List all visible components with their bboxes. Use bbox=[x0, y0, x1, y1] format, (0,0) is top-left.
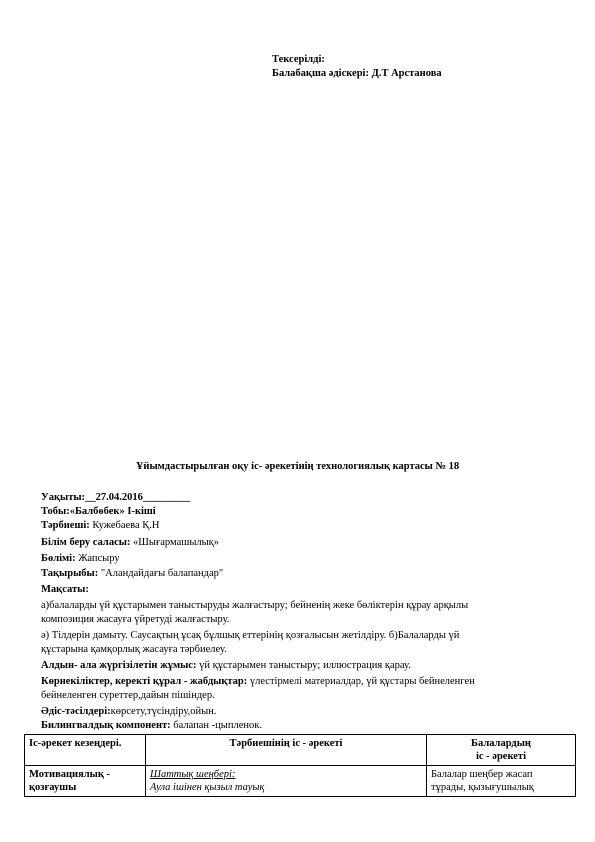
preliminary-line bbox=[41, 660, 411, 672]
topic-value: "Аландайдағы балапандар" bbox=[98, 568, 224, 579]
header-children-activity bbox=[427, 735, 576, 766]
goals-label: Мақсаты: bbox=[41, 584, 89, 595]
goal-line-3: ә) Тілдерін дамыту. Саусақтың ұсақ бұлшық еттерінің қозғалысын жетілдіру. б)Балаларды үй bbox=[41, 630, 460, 641]
table-row bbox=[25, 766, 576, 797]
children-activity-line-1: Балалар шеңбер жасап bbox=[431, 769, 533, 780]
section-line bbox=[41, 553, 120, 565]
table-header-row bbox=[25, 735, 576, 766]
bilingual-label: Билингвалдық компонент: bbox=[41, 720, 171, 731]
materials-line bbox=[41, 676, 475, 688]
children-activity-line-2: тұрады, қызығушылық bbox=[431, 782, 534, 793]
approval-line-1: Тексерілді: bbox=[272, 54, 325, 65]
education-area-label: Білім беру саласы: bbox=[41, 537, 131, 548]
goal-line-4: құстарына қамқорлық жасауға тәрбиелеу. bbox=[41, 644, 227, 655]
section-label: Бөлімі: bbox=[41, 553, 76, 564]
methods-value: көрсету,түсіндіру,ойын. bbox=[110, 706, 217, 717]
lesson-table bbox=[24, 734, 576, 797]
teacher-value: Кужебаева Қ.Н bbox=[89, 520, 160, 531]
header-children-line-1: Балалардың bbox=[471, 738, 531, 749]
date-value: __27.04.2016_________ bbox=[85, 492, 191, 503]
stage-line-1: Мотивациялық - bbox=[29, 769, 111, 780]
bilingual-line bbox=[41, 720, 262, 732]
preliminary-value: үй құстарымен таныстыру; иллюстрация қарау. bbox=[196, 660, 411, 671]
stage-line-2: қозғаушы bbox=[29, 782, 77, 793]
materials-value: үлестірмелі материалдар, үй құстары бейнеленген bbox=[247, 676, 475, 687]
teacher-activity-line-1: Шаттық шеңбері: bbox=[150, 769, 236, 780]
methods-line bbox=[41, 706, 216, 718]
teacher-line bbox=[41, 520, 159, 532]
document-title: Ұйымдастырылған оқу іс- әрекетінің технологиялық картасы № 18 bbox=[135, 461, 460, 472]
topic-line bbox=[41, 568, 223, 580]
topic-label: Тақырыбы: bbox=[41, 568, 99, 579]
header-teacher-activity: Тәрбиешінің іс - әрекеті bbox=[146, 735, 427, 766]
teacher-activity-cell bbox=[146, 766, 427, 797]
stage-cell bbox=[25, 766, 146, 797]
teacher-label: Тәрбиеші: bbox=[41, 520, 90, 531]
education-area-line bbox=[41, 537, 219, 549]
group-line bbox=[41, 506, 156, 518]
bilingual-value: балапан -цыпленок. bbox=[170, 720, 262, 731]
teacher-activity-line-2: Аула ішінен қызыл тауық bbox=[150, 782, 265, 793]
approval-line-2: Балабақша әдіскері: Д.Т Арстанова bbox=[272, 68, 442, 79]
group-label: Тобы: bbox=[41, 506, 70, 517]
methods-label: Әдіс-тәсілдері: bbox=[41, 706, 111, 717]
materials-line-2: бейнеленген суреттер,дайын пішіндер. bbox=[41, 690, 215, 701]
children-activity-cell bbox=[427, 766, 576, 797]
date-label: Уақыты: bbox=[41, 492, 86, 503]
preliminary-label: Алдын- ала жүргізілетін жұмыс: bbox=[41, 660, 197, 671]
header-stages: Іс-әрекет кезеңдері. bbox=[25, 735, 146, 766]
header-children-line-2: іс - әрекеті bbox=[475, 751, 526, 762]
goal-line-1: а)балаларды үй құстарымен таныстыруды жалғастыру; бейненің жеке бөліктерін құрау арқылы bbox=[41, 600, 469, 611]
section-value: Жапсыру bbox=[75, 553, 120, 564]
group-value: «Балбөбек» І-кіші bbox=[69, 506, 156, 517]
materials-label: Көрнекіліктер, керекті құрал - жабдықтар: bbox=[41, 676, 248, 687]
goal-line-2: композиция жасауға үйретуді жалғастыру. bbox=[41, 614, 230, 625]
date-line bbox=[41, 492, 190, 504]
education-area-value: «Шығармашылық» bbox=[130, 537, 220, 548]
